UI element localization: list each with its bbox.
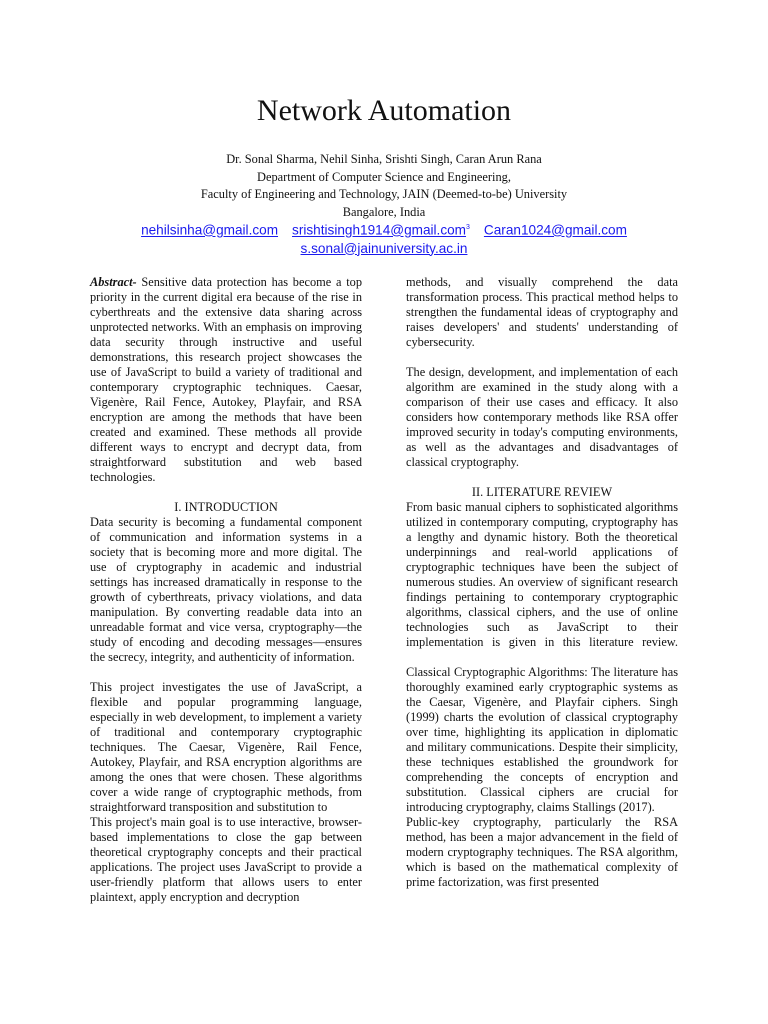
paper-title: Network Automation [256, 94, 512, 127]
email-link-nehil[interactable]: nehilsinha@gmail.com [141, 222, 279, 238]
email-block [0, 219, 768, 258]
intro-paragraph-2: This project investigates the use of JavaScript, a flexible and popular programming language, especially in web development, to implement a variety of traditional and contemporary cryptographic techniques. The Caesar, Vigenère, Rail Fence, Autokey, Playfair, and RSA encryption algorithms are among the ones that were chosen. These algorithms cover a wide range of cryptographic methods, from straightforward transposition and substitution to [90, 680, 362, 814]
literature-paragraph-1: From basic manual ciphers to sophisticated algorithms utilized in contemporary computing, cryptography has a lengthy and dynamic history. Both the theoretical underpinnings and real-world applications of cryptographic techniques have been the subject of numerous studies. An overview of significant research findings pertaining to contemporary cryptographic algorithms, classical ciphers, and the use of online technologies such as JavaScript to their implementation is given in this literature review. [406, 500, 678, 649]
email-link-srishti[interactable]: srishtisingh1914@gmail.com [292, 222, 467, 238]
email-line-2 [0, 240, 768, 258]
abstract-paragraph [90, 275, 362, 485]
abstract-text: Sensitive data protection has become a top priority in the current digital era because of the rise in cyberthreats and the extensive data sharing across unprotected networks. With an emphasis on improving data security through instructive and useful demonstrations, this research project showcases the use of JavaScript to build a variety of traditional and contemporary cryptographic techniques. Caesar, Vigenère, Rail Fence, Autokey, Playfair, and RSA encryption are among the methods that have been created and examined. These methods all provide different ways to encrypt and decrypt data, from straightforward substitution and web based technologies. [90, 275, 362, 484]
location-line: Bangalore, India [342, 204, 426, 219]
authors-line: Dr. Sonal Sharma, Nehil Sinha, Srishti Singh, Caran Arun Rana [226, 152, 542, 166]
left-column [90, 275, 362, 905]
intro-paragraph-1: Data security is becoming a fundamental component of communication and information systems in a society that is becoming more and more digital. The use of cryptography in academic and industrial settings has increased dramatically in response to the growth of cyberthreats, privacy violations, and data manipulation. By converting readable data into an unreadable format and vice versa, cryptography—the study of encoding and decoding messages—ensures the secrecy, integrity, and authenticity of information. [90, 515, 362, 664]
intro-paragraph-5: The design, development, and implementation of each algorithm are examined in the study along with a comparison of their use cases and efficacy. It also considers how contemporary methods like RSA offer improved security in today's computing environments, as well as the advantages and disadvantages of classical cryptography. [406, 365, 678, 469]
literature-paragraph-2: Classical Cryptographic Algorithms: The literature has thoroughly examined early cryptographic systems as the Caesar, Vigenère, and Playfair ciphers. Singh (1999) charts the evolution of classical cryptography over time, highlighting its application in diplomatic and military communications. Despite their simplicity, these techniques established the groundwork for comprehending the concepts of encryption and substitution. Classical ciphers are crucial for introducing cryptography, claims Stallings (2017). [406, 665, 678, 814]
email-footnote-marker: 3 [466, 224, 470, 231]
right-column [406, 275, 678, 890]
department-line: Department of Computer Science and Engineering, [257, 169, 511, 184]
literature-review-heading: II. LITERATURE REVIEW [471, 485, 613, 499]
abstract-label: Abstract- [90, 275, 137, 289]
email-link-sonal[interactable]: s.sonal@jainuniversity.ac.in [300, 240, 468, 256]
faculty-line: Faculty of Engineering and Technology, JAIN (Deemed-to-be) University [200, 187, 568, 201]
author-block [0, 151, 768, 221]
intro-paragraph-4: methods, and visually comprehend the data transformation process. This practical method helps to strengthen the fundamental ideas of cryptography and raises developers' and students' understanding of cybersecurity. [406, 275, 678, 349]
intro-paragraph-3: This project's main goal is to use interactive, browser-based implementations to close the gap between theoretical cryptography concepts and their practical applications. The project uses JavaScript to provide a user-friendly platform that allows users to enter plaintext, apply encryption and decryption [90, 815, 362, 904]
literature-paragraph-3: Public-key cryptography, particularly the RSA method, has been a major advancement in the field of modern cryptography techniques. The RSA algorithm, which is based on the mathematical complexity of prime factorization, was first presented [406, 815, 678, 889]
email-line-1 [0, 219, 768, 240]
email-link-caran[interactable]: Caran1024@gmail.com [483, 222, 627, 238]
introduction-heading: I. INTRODUCTION [174, 500, 278, 514]
